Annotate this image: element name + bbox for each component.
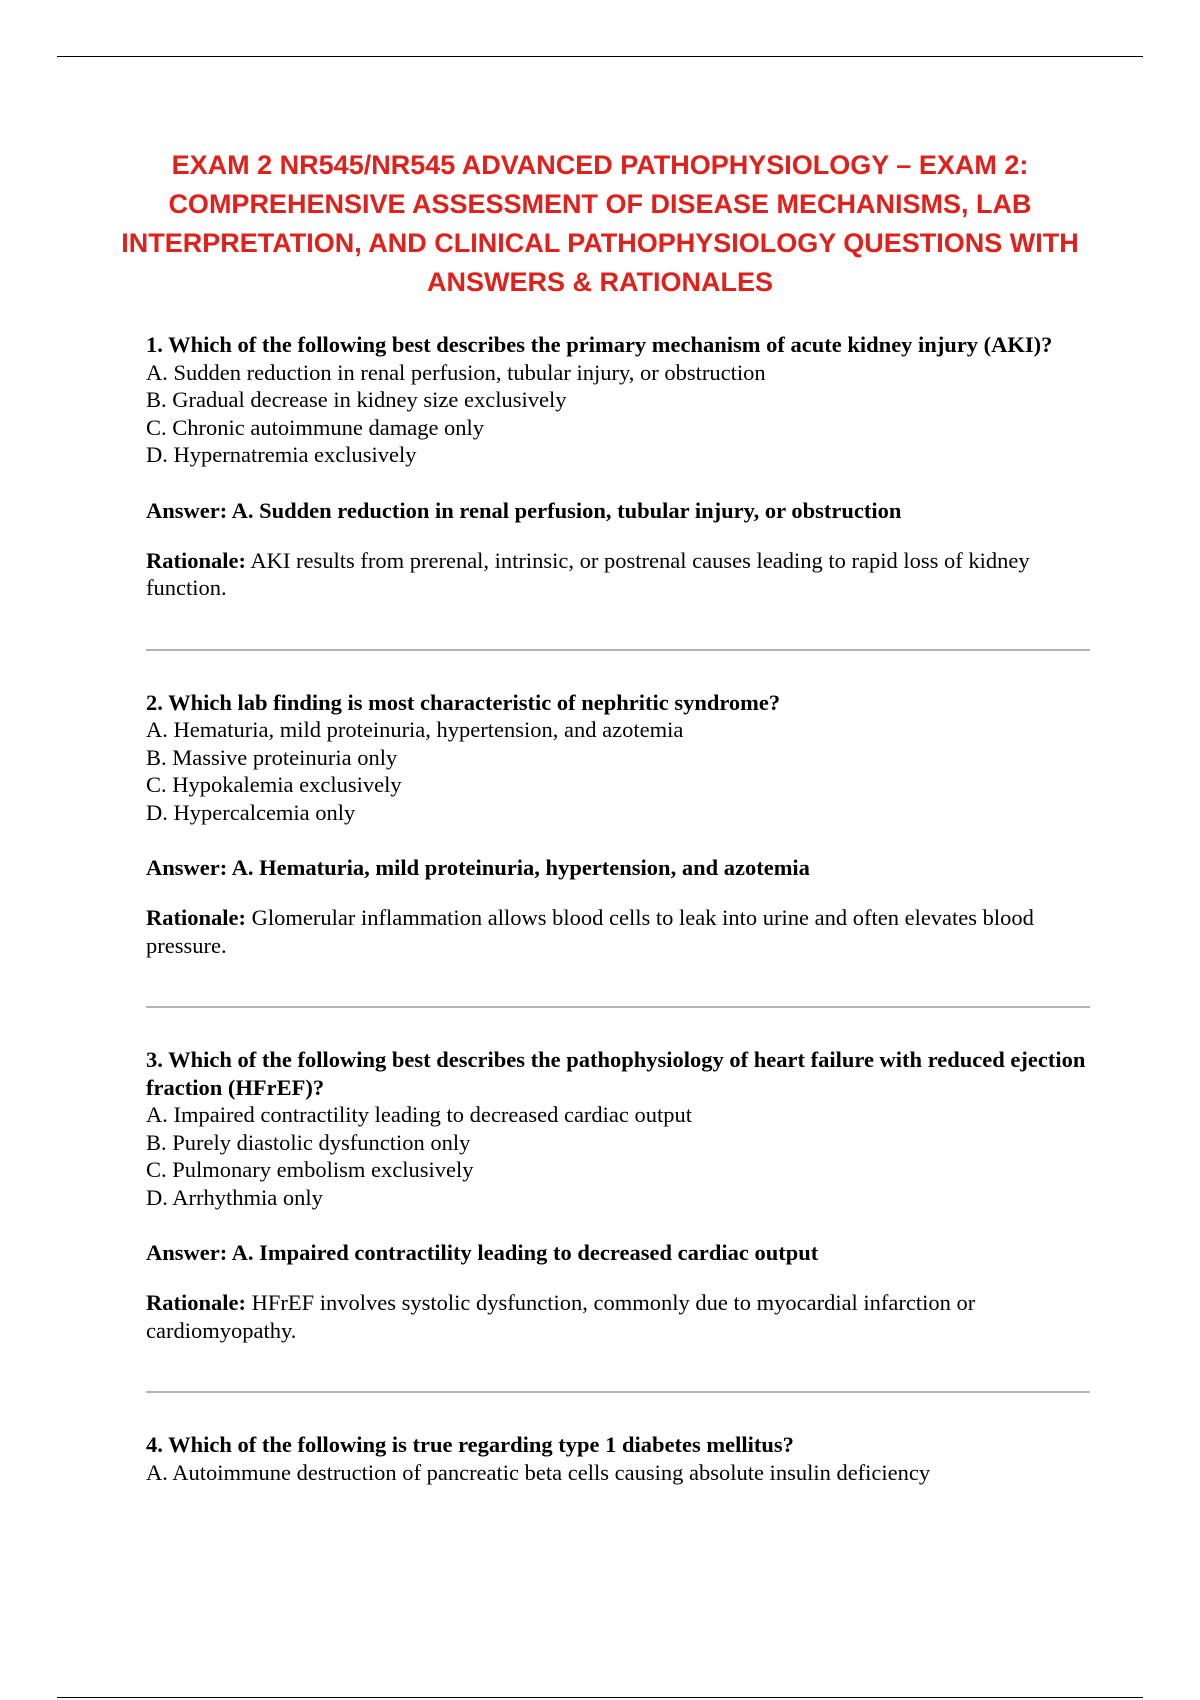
option-a: A. Hematuria, mild proteinuria, hypertension, and azotemia	[146, 717, 684, 742]
rationale-label: Rationale:	[146, 547, 246, 573]
rationale-label: Rationale:	[146, 1290, 246, 1315]
question-text: 1. Which of the following best describes the primary mechanism of acute kidney injury (AKI)?	[146, 332, 1053, 357]
option-b: B. Purely diastolic dysfunction only	[146, 1129, 471, 1155]
option-c: C. Hypokalemia exclusively	[146, 772, 402, 797]
answer: Answer: A. Sudden reduction in renal perfusion, tubular injury, or obstruction	[146, 497, 902, 523]
answer: Answer: A. Impaired contractility leading to decreased cardiac output	[146, 1240, 819, 1265]
question-2	[146, 689, 1090, 960]
document-title: EXAM 2 NR545/NR545 ADVANCED PATHOPHYSIOLOGY – EXAM 2: COMPREHENSIVE ASSESSMENT OF DISEASE MECHANISMS, LAB INTERPRETATION, AND CLINICAL PATHOPHYSIOLOGY QUESTIONS WITH ANSWERS & RATIONALES	[121, 150, 1079, 297]
answer: Answer: A. Hematuria, mild proteinuria, hypertension, and azotemia	[146, 855, 810, 880]
option-c: C. Chronic autoimmune damage only	[146, 414, 485, 440]
option-a: A. Sudden reduction in renal perfusion, tubular injury, or obstruction	[146, 359, 766, 385]
option-b: B. Gradual decrease in kidney size exclusively	[146, 387, 567, 412]
rationale-text: HFrEF involves systolic dysfunction, commonly due to myocardial infarction or cardiomyopathy.	[146, 1290, 976, 1343]
page-bottom-rule	[57, 1697, 1143, 1698]
question-list	[146, 331, 1090, 1486]
question-3	[146, 1046, 1090, 1344]
rationale	[146, 1289, 1090, 1344]
rationale	[146, 904, 1090, 959]
question-4	[146, 1431, 1090, 1486]
option-d: D. Arrhythmia only	[146, 1184, 323, 1210]
option-c: C. Pulmonary embolism exclusively	[146, 1157, 474, 1182]
question-text: 4. Which of the following is true regarding type 1 diabetes mellitus?	[146, 1432, 794, 1457]
rationale	[146, 547, 1090, 602]
option-d: D. Hypercalcemia only	[146, 799, 356, 825]
rationale-text: Glomerular inflammation allows blood cells to leak into urine and often elevates blood pressure.	[146, 905, 1034, 958]
question-text: 2. Which lab finding is most characteristic of nephritic syndrome?	[146, 689, 781, 715]
option-b: B. Massive proteinuria only	[146, 744, 398, 770]
option-a: A. Impaired contractility leading to decreased cardiac output	[146, 1102, 693, 1127]
divider	[146, 1391, 1090, 1393]
option-d: D. Hypernatremia exclusively	[146, 442, 417, 467]
divider	[146, 649, 1090, 651]
page-top-rule	[57, 56, 1143, 57]
rationale-label: Rationale:	[146, 905, 246, 930]
question-text: 3. Which of the following best describes the pathophysiology of heart failure with reduced ejection fraction (HFrEF)?	[146, 1047, 1086, 1100]
divider	[146, 1006, 1090, 1008]
rationale-text: AKI results from prerenal, intrinsic, or postrenal causes leading to rapid loss of kidney function.	[146, 547, 1030, 600]
option-a: A. Autoimmune destruction of pancreatic beta cells causing absolute insulin deficiency	[146, 1459, 931, 1485]
question-1	[146, 331, 1090, 602]
